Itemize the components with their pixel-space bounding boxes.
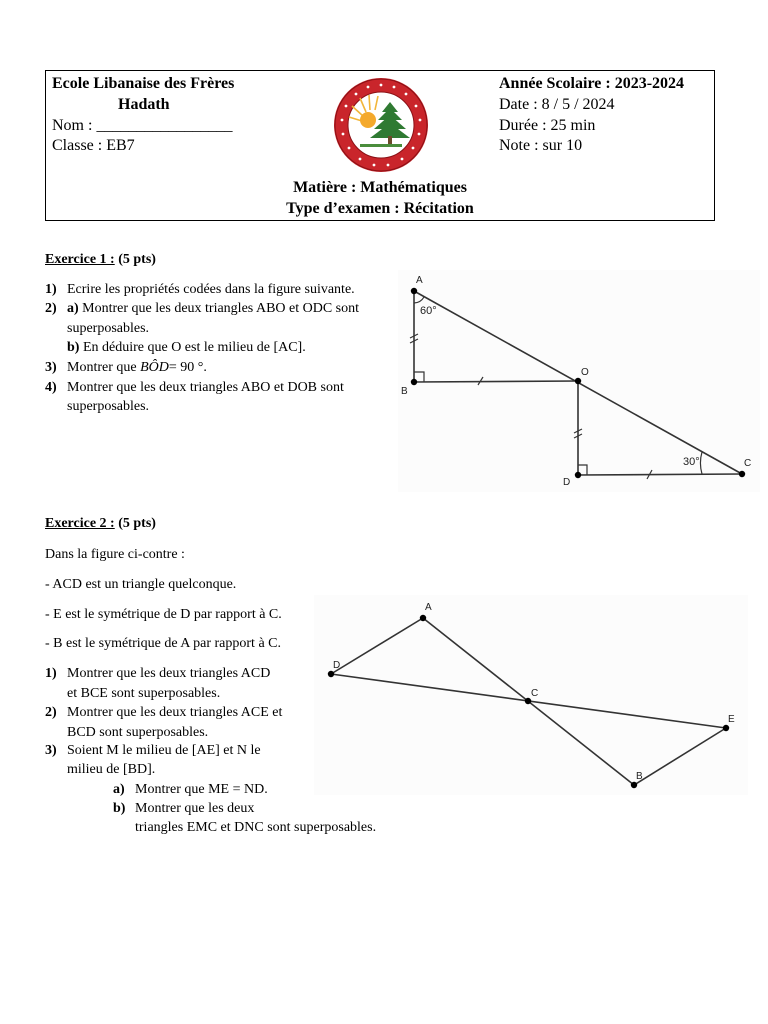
exercise1-item-2b [67,338,306,358]
label-d: D [563,477,571,488]
exercise1-item-2a [45,299,359,319]
item-number: 2) [45,705,57,720]
item-text: Montrer que les deux triangles ABO et ODC sont [82,301,360,316]
exam-type: Type d’examen : Récitation [286,200,474,217]
angle-arc-a [414,297,424,303]
point-e [723,725,729,731]
subitem-label: a) [113,782,125,797]
exercise2-item-1 [45,664,270,684]
segment-dc [578,474,742,475]
figure1 [398,270,760,492]
school-logo [332,76,430,174]
point-a [411,288,417,294]
item-number: 1) [45,666,57,681]
angle-notation: BÔD [140,360,169,375]
exercise2-item-3-cont: milieu de [BD]. [67,762,156,777]
point-b [631,782,637,788]
segment-da [331,618,423,674]
segment-bo [414,381,578,382]
item-text: Montrer que les deux triangles ACE et [67,705,283,720]
item-text: En déduire que O est le milieu de [AC]. [82,340,306,355]
point-a [420,615,426,621]
label-a: A [416,275,423,286]
school-name: Ecole Libanaise des Frères [52,75,235,92]
student-name-field: Nom : _________________ [52,117,233,134]
item-text: Montrer que les deux [135,801,255,816]
point-c [739,471,745,477]
item-number: 2) [45,301,57,316]
point-d [575,472,581,478]
exercise2-item-2 [45,703,282,723]
subitem-label: b) [67,340,80,355]
exercise1-item-3 [45,358,207,378]
angle-label-a: 60° [420,305,437,317]
exercise1-item-4-cont: superposables. [67,399,150,414]
exercise2-item-3b [113,799,254,819]
point-o [575,378,581,384]
angle-value: = 90 °. [168,360,207,375]
subject-title: Matière : Mathématiques [293,179,467,196]
label-a: A [425,602,432,613]
item-text: Soient M le milieu de [AE] et N le [67,743,261,758]
exercise2-points: (5 pts) [118,516,156,531]
subitem-label: a) [67,301,79,316]
item-number: 3) [45,360,57,375]
exercise2-intro: Dans la figure ci-contre : [45,547,185,562]
exam-duration: Durée : 25 min [499,117,596,134]
label-b: B [636,771,643,782]
segment-be [634,728,726,785]
school-city: Hadath [118,96,170,113]
exam-grade: Note : sur 10 [499,137,583,154]
exercise2-title [45,516,156,532]
exam-date: Date : 8 / 5 / 2024 [499,96,615,113]
exercise2-heading: Exercice 2 : [45,516,115,531]
item-text: Montrer que les deux triangles ABO et DOB sont [67,380,344,395]
item-number: 3) [45,743,57,758]
label-d: D [333,660,341,671]
exercise2-bullet-1: - ACD est un triangle quelconque. [45,577,237,592]
item-text: Ecrire les propriétés codées dans la figure suivante. [67,282,355,297]
label-o: O [581,367,589,378]
label-c: C [744,458,752,469]
exercise2-item-3a [113,780,268,800]
label-e: E [728,714,735,725]
point-b [411,379,417,385]
exercise1-title [45,252,156,268]
exercise2-item-2-cont: BCD sont superposables. [67,725,209,740]
label-c: C [531,688,539,699]
item-text: Montrer que les deux triangles ACD [67,666,271,681]
angle-label-c: 30° [683,456,700,468]
subitem-label: b) [113,801,126,816]
item-text: Montrer que ME = ND. [135,782,268,797]
exercise1-points: (5 pts) [118,252,156,267]
exercise2-bullet-2: - E est le symétrique de D par rapport à C. [45,607,282,622]
exercise1-item-4 [45,378,344,398]
exercise1-item-2a-cont: superposables. [67,321,150,336]
exercise2-item-3b-cont: triangles EMC et DNC sont superposables. [135,820,377,835]
label-b: B [401,386,408,397]
point-d [328,671,334,677]
item-text: Montrer que [67,360,137,375]
class-label: Classe : EB7 [52,137,135,154]
item-number: 4) [45,380,57,395]
exercise2-item-1-cont: et BCE sont superposables. [67,686,221,701]
item-number: 1) [45,282,57,297]
exercise2-item-3 [45,741,261,761]
exercise2-bullet-3: - B est le symétrique de A par rapport à C. [45,636,281,651]
figure2 [314,595,748,795]
exercise1-item-1 [45,280,355,300]
school-year: Année Scolaire : 2023-2024 [499,75,685,92]
exercise1-heading: Exercice 1 : [45,252,115,267]
angle-arc-c [700,452,702,474]
